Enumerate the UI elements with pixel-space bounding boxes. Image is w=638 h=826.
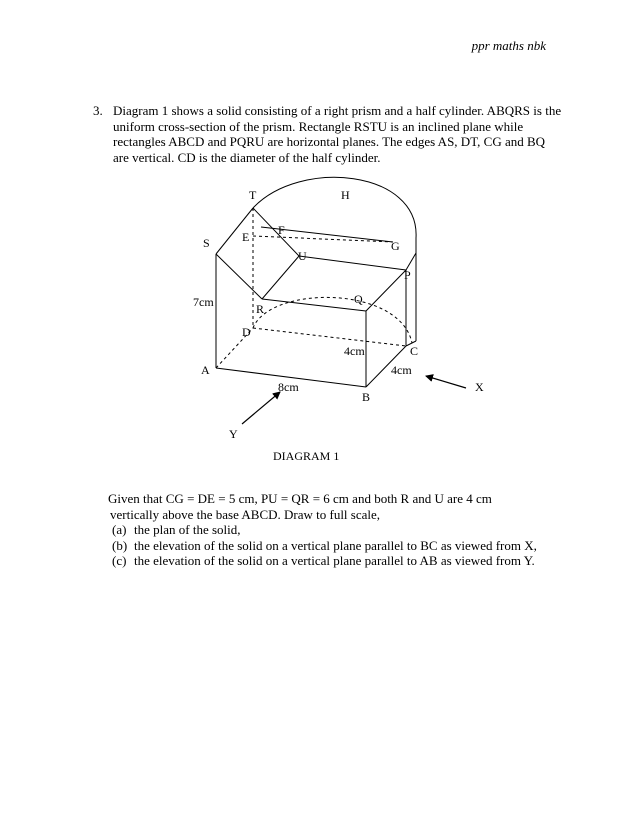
part-label: (c) [112,553,127,569]
part-a [108,522,578,538]
label-g: G [391,239,400,253]
hidden-edge-eg [253,236,393,242]
hidden-edge-dc [253,328,406,346]
label-e: E [242,230,250,244]
label-c: C [410,344,419,358]
arrow-x [426,376,466,388]
part-text: the plan of the solid, [134,522,241,538]
part-b [108,538,578,554]
label-r: R [256,302,265,316]
measure-as: 7cm [193,295,214,309]
edge-qp [366,270,406,311]
question-number: 3. [93,103,103,118]
arrow-y [242,392,280,424]
question-text: Diagram 1 shows a solid consisting of a right prism and a half cylinder. ABQRS is the uniform cross-section of the prism. Rectangle RSTU is an inclined plane while rectangles ABCD and PQRU are horizontal planes. The edges AS, DT, CG and BQ are vertical. CD is the diameter of the half cylinder. [113,103,562,165]
label-t: T [249,188,257,202]
edge-sr [216,254,262,299]
instructions [108,491,578,569]
edge-up [299,256,406,270]
given-line-1: Given that CG = DE = 5 cm, PU = QR = 6 cm and both R and U are 4 cm [108,491,492,506]
part-text: the elevation of the solid on a vertical plane parallel to AB as viewed from Y. [134,553,535,569]
given-line-2: vertically above the base ABCD. Draw to full scale, [110,506,381,522]
part-label: (a) [112,522,127,538]
solid-visible-edges [216,177,419,387]
diagram-caption: DIAGRAM 1 [273,449,340,463]
edge-ru [262,256,299,299]
page-header: ppr maths nbk [471,38,546,53]
label-f: F [278,223,285,237]
hidden-half-cylinder-base [253,297,412,343]
label-d: D [242,325,251,339]
part-label: (b) [112,537,128,553]
part-text: the elevation of the solid on a vertical plane parallel to BC as viewed from X, [134,537,537,553]
label-y: Y [229,427,238,441]
label-u: U [298,249,307,263]
measure-bq: 4cm [344,344,365,358]
parts-list [108,522,578,569]
label-b: B [362,390,371,404]
edge-rq [262,299,366,311]
label-p: P [404,268,411,282]
measure-ab: 8cm [278,380,299,394]
edge-tu [253,208,299,256]
label-x: X [475,380,484,394]
label-h: H [341,188,350,202]
measure-bc: 4cm [391,363,412,377]
label-q: Q [354,292,363,306]
label-s: S [203,236,210,250]
label-a: A [201,363,210,377]
part-c [108,553,578,569]
